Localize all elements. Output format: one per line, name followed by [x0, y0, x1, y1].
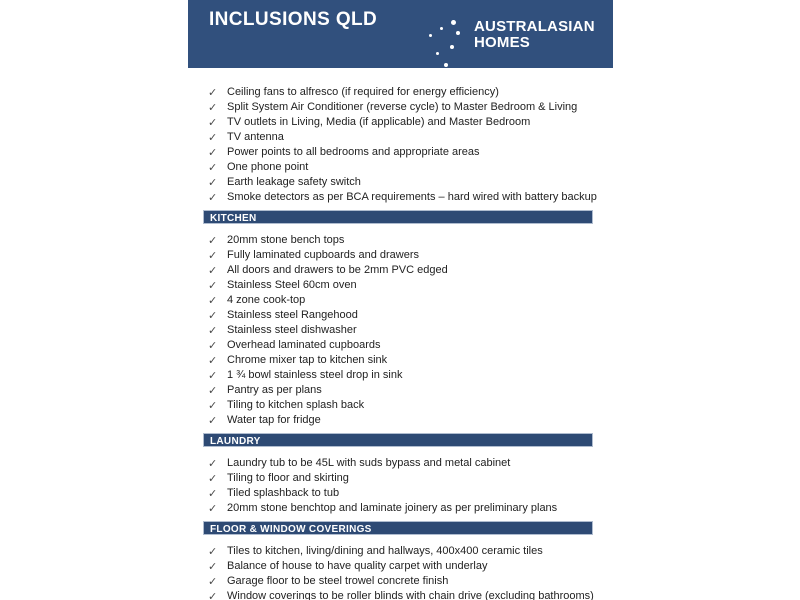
- inclusion-item-text: 1 ¾ bowl stainless steel drop in sink: [227, 369, 403, 381]
- inclusion-item: [188, 130, 613, 145]
- checkmark-icon: ✓: [208, 249, 218, 262]
- checkmark-icon: ✓: [208, 101, 218, 114]
- inclusion-item-text: Earth leakage safety switch: [227, 176, 361, 188]
- checkmark-icon: ✓: [208, 457, 218, 470]
- section-header-bar: [203, 210, 593, 224]
- inclusion-item: [188, 471, 613, 486]
- inclusion-item-text: Tiling to floor and skirting: [227, 472, 349, 484]
- inclusion-item-text: TV outlets in Living, Media (if applicable) and Master Bedroom: [227, 116, 531, 128]
- checkmark-icon: ✓: [208, 369, 218, 382]
- inclusion-item: [188, 100, 613, 115]
- checkmark-icon: ✓: [208, 590, 218, 600]
- checkmark-icon: ✓: [208, 384, 218, 397]
- inclusion-item: [188, 278, 613, 293]
- inclusion-item: [188, 293, 613, 308]
- inclusion-item-text: Fully laminated cupboards and drawers: [227, 249, 419, 261]
- inclusion-item: [188, 353, 613, 368]
- inclusion-item: [188, 368, 613, 383]
- document-title: INCLUSIONS QLD: [209, 9, 378, 30]
- inclusion-item: [188, 544, 613, 559]
- inclusion-item-text: All doors and drawers to be 2mm PVC edged: [227, 264, 448, 276]
- section-title: FLOOR & WINDOW COVERINGS: [210, 524, 372, 535]
- checkmark-icon: ✓: [208, 324, 218, 337]
- inclusion-item-text: Tiling to kitchen splash back: [227, 399, 365, 411]
- brand-name-line2: HOMES: [474, 34, 531, 51]
- inclusion-item: [188, 338, 613, 353]
- inclusion-item: [188, 175, 613, 190]
- checkmark-icon: ✓: [208, 502, 218, 515]
- checkmark-icon: ✓: [208, 234, 218, 247]
- inclusion-item-text: Stainless Steel 60cm oven: [227, 279, 357, 291]
- inclusion-item: [188, 413, 613, 428]
- inclusion-item-text: Power points to all bedrooms and appropriate areas: [227, 146, 480, 158]
- section-items: [188, 456, 613, 516]
- checkmark-icon: ✓: [208, 176, 218, 189]
- inclusion-item: [188, 85, 613, 100]
- brand-name: [474, 19, 595, 51]
- inclusion-item-text: Overhead laminated cupboards: [227, 339, 381, 351]
- inclusion-item: [188, 574, 613, 589]
- section-header-bar: [203, 433, 593, 447]
- section-items: [188, 544, 613, 600]
- section-items: [188, 233, 613, 428]
- inclusions-section: [188, 521, 613, 600]
- inclusions-section: [188, 210, 613, 428]
- inclusion-item-text: Stainless steel Rangehood: [227, 309, 358, 321]
- inclusion-item: [188, 308, 613, 323]
- inclusions-document: [188, 0, 613, 600]
- inclusion-item: [188, 248, 613, 263]
- checkmark-icon: ✓: [208, 161, 218, 174]
- inclusion-item-text: TV antenna: [227, 131, 284, 143]
- checkmark-icon: ✓: [208, 354, 218, 367]
- checkmark-icon: ✓: [208, 86, 218, 99]
- inclusion-item: [188, 263, 613, 278]
- document-header: [188, 0, 613, 68]
- inclusion-item-text: Balance of house to have quality carpet with underlay: [227, 560, 488, 572]
- checkmark-icon: ✓: [208, 399, 218, 412]
- inclusion-item: [188, 398, 613, 413]
- inclusion-item-text: Ceiling fans to alfresco (if required for energy efficiency): [227, 86, 499, 98]
- inclusion-item-text: Smoke detectors as per BCA requirements – hard wired with battery backup: [227, 191, 597, 203]
- inclusion-item: [188, 486, 613, 501]
- inclusion-item-text: Chrome mixer tap to kitchen sink: [227, 354, 388, 366]
- inclusion-item: [188, 160, 613, 175]
- inclusion-item-text: Laundry tub to be 45L with suds bypass and metal cabinet: [227, 457, 511, 469]
- inclusion-item-text: 20mm stone bench tops: [227, 234, 345, 246]
- inclusion-item: [188, 145, 613, 160]
- brand-name-line1: AUSTRALASIAN: [474, 18, 595, 35]
- inclusion-item: [188, 589, 613, 600]
- checkmark-icon: ✓: [208, 146, 218, 159]
- section-items: [188, 85, 613, 205]
- checkmark-icon: ✓: [208, 545, 218, 558]
- checkmark-icon: ✓: [208, 414, 218, 427]
- inclusion-item-text: Window coverings to be roller blinds with chain drive (excluding bathrooms): [227, 590, 594, 600]
- section-title: LAUNDRY: [210, 436, 261, 447]
- checkmark-icon: ✓: [208, 339, 218, 352]
- checkmark-icon: ✓: [208, 191, 218, 204]
- checkmark-icon: ✓: [208, 116, 218, 129]
- checkmark-icon: ✓: [208, 309, 218, 322]
- inclusion-item: [188, 456, 613, 471]
- inclusion-item-text: Stainless steel dishwasher: [227, 324, 357, 336]
- checkmark-icon: ✓: [208, 487, 218, 500]
- checkmark-icon: ✓: [208, 575, 218, 588]
- inclusion-item-text: Pantry as per plans: [227, 384, 322, 396]
- checkmark-icon: ✓: [208, 131, 218, 144]
- inclusion-item: [188, 559, 613, 574]
- inclusion-item: [188, 383, 613, 398]
- inclusion-item-text: Split System Air Conditioner (reverse cycle) to Master Bedroom & Living: [227, 101, 578, 113]
- inclusion-item: [188, 323, 613, 338]
- southern-cross-stars-icon: [428, 16, 464, 68]
- inclusion-item-text: Water tap for fridge: [227, 414, 321, 426]
- inclusion-item-text: Tiled splashback to tub: [227, 487, 340, 499]
- inclusions-list: [188, 68, 613, 600]
- inclusion-item: [188, 501, 613, 516]
- inclusions-section: [188, 433, 613, 516]
- checkmark-icon: ✓: [208, 294, 218, 307]
- checkmark-icon: ✓: [208, 560, 218, 573]
- inclusion-item-text: One phone point: [227, 161, 309, 173]
- inclusion-item-text: 20mm stone benchtop and laminate joinery as per preliminary plans: [227, 502, 558, 514]
- inclusion-item: [188, 233, 613, 248]
- inclusion-item-text: 4 zone cook-top: [227, 294, 306, 306]
- checkmark-icon: ✓: [208, 264, 218, 277]
- inclusions-section: [188, 85, 613, 205]
- checkmark-icon: ✓: [208, 279, 218, 292]
- inclusion-item: [188, 115, 613, 130]
- brand-logo: [428, 0, 613, 68]
- section-header-bar: [203, 521, 593, 535]
- inclusion-item-text: Tiles to kitchen, living/dining and hallways, 400x400 ceramic tiles: [227, 545, 543, 557]
- inclusion-item-text: Garage floor to be steel trowel concrete finish: [227, 575, 449, 587]
- inclusion-item: [188, 190, 613, 205]
- checkmark-icon: ✓: [208, 472, 218, 485]
- section-title: KITCHEN: [210, 213, 257, 224]
